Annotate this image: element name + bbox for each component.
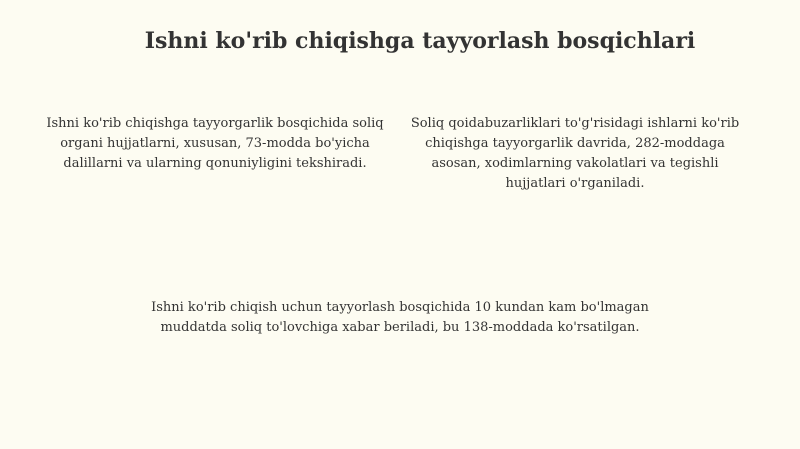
paragraph-preparation-evidence: Ishni ko'rib chiqishga tayyorgarlik bosqichida soliq organi hujjatlarni, xususan, 73-modda bo'yicha dalillarni va ularning qonuniyligini tekshiradi. <box>46 116 384 171</box>
paragraph-taxpayer-notice: Ishni ko'rib chiqish uchun tayyorlash bosqichida 10 kundan kam bo'lmagan muddatda soliq to'lovchiga xabar beriladi, bu 138-moddada ko'rsatilgan. <box>151 300 649 335</box>
slide-title: Ishni ko'rib chiqishga tayyorlash bosqichlari <box>144 28 696 54</box>
paragraph-staff-authority: Soliq qoidabuzarliklari to'g'risidagi ishlarni ko'rib chiqishga tayyorgarlik davrida, 282-moddaga asosan, xodimlarning vakolatlari va tegishli hujjatlari o'rganiladi. <box>410 116 740 191</box>
